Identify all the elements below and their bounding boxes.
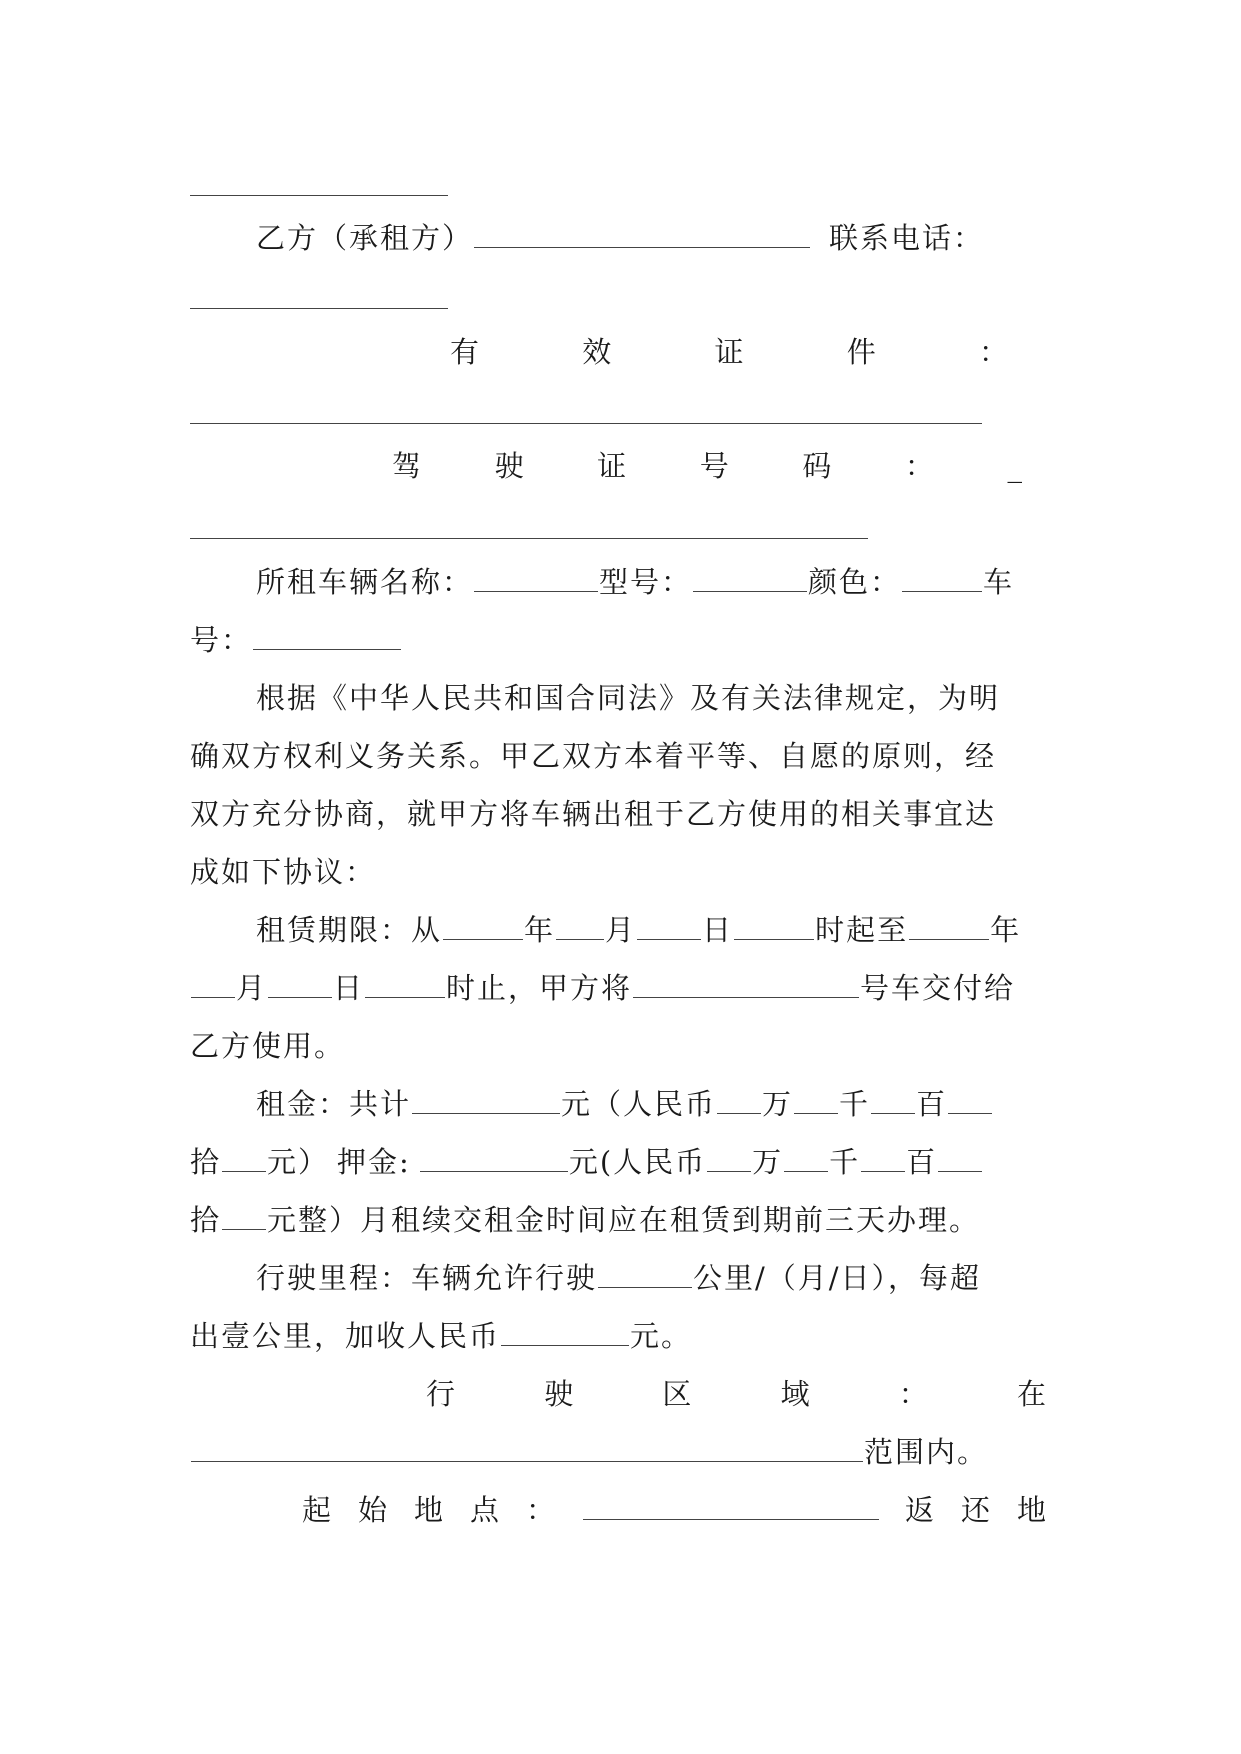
deposit-wan-blank[interactable] [707, 1143, 751, 1172]
vehicle-color-blank[interactable] [902, 563, 982, 592]
preamble-line: 成如下协议： [190, 855, 377, 889]
return-place-char: 还 [960, 1493, 992, 1527]
preamble-line: 双方充分协商，就甲方将车辆出租于乙方使用的相关事宜达 [190, 797, 997, 831]
term-year-label: 年 [990, 913, 1022, 947]
preamble-line: 根据《中华人民共和国合同法》及有关法律规定，为明 [256, 681, 1001, 715]
lessee-name-blank[interactable] [474, 219, 810, 248]
id-doc-char: 件 [846, 335, 878, 369]
term-day-label: 日 [702, 913, 734, 947]
term-month-label: 月 [236, 971, 268, 1005]
id-doc-char: 有 [450, 335, 482, 369]
license-char: 驶 [494, 449, 526, 483]
mileage-line [190, 1316, 1056, 1356]
vehicle-name-label: 所租车辆名称： [256, 565, 474, 599]
phone-blank-line[interactable] [190, 308, 448, 309]
rent-bai-label: 百 [916, 1087, 948, 1121]
rent-rmb-label: 元（人民币 [561, 1087, 717, 1121]
vehicle-plate-label: 车 [983, 565, 1015, 599]
rent-shi-label: 拾 [190, 1145, 222, 1179]
mileage-km-blank[interactable] [598, 1259, 692, 1288]
mileage-fee-blank[interactable] [501, 1317, 629, 1346]
area-char: 域 [780, 1377, 812, 1411]
term-end-day-blank[interactable] [268, 969, 332, 998]
rent-label: 租金：共计 [256, 1087, 412, 1121]
rent-close-label: 元） [267, 1145, 330, 1179]
area-char: ： [898, 1377, 930, 1411]
vehicle-model-blank[interactable] [693, 563, 807, 592]
term-hour-to-label: 时止，甲方将 [446, 971, 633, 1005]
lessee-party-label: 乙方（承租方） [256, 221, 474, 255]
deposit-label: 押金: [337, 1145, 411, 1179]
mileage-yuan-label: 元。 [630, 1319, 693, 1353]
rent-bai-label: 百 [906, 1145, 938, 1179]
area-char: 在 [1016, 1377, 1048, 1411]
place-line [302, 1490, 1048, 1530]
vehicle-line [190, 562, 1056, 602]
area-line [190, 1432, 1056, 1472]
license-char: ： [904, 449, 936, 483]
rent-line [190, 1200, 1056, 1240]
license-blank-line[interactable] [190, 538, 868, 539]
term-label: 租赁期限：从 [256, 913, 443, 947]
rent-wan-blank[interactable] [717, 1085, 761, 1114]
return-place-char: 返 [904, 1493, 936, 1527]
term-end-month-blank[interactable] [191, 969, 235, 998]
deposit-shi-blank[interactable] [938, 1143, 982, 1172]
deposit-rmb-label: 元(人民币 [568, 1145, 707, 1179]
term-year-label: 年 [524, 913, 556, 947]
term-month-blank[interactable] [556, 911, 604, 940]
mileage-unit-label: 公里/（月/日），每超 [693, 1261, 982, 1295]
preamble-line: 确双方权利义务关系。甲乙双方本着平等、自愿的原则，经 [190, 739, 997, 773]
area-blank[interactable] [191, 1433, 863, 1462]
term-hour-from-label: 时起至 [815, 913, 909, 947]
area-tail-label: 范围内。 [864, 1435, 989, 1469]
place-char: ： [526, 1493, 558, 1527]
term-hour-blank[interactable] [734, 911, 814, 940]
id-doc-char: ： [978, 335, 1010, 369]
rent-qian-label: 千 [839, 1087, 871, 1121]
license-char: _ [1007, 449, 1024, 483]
term-year-blank[interactable] [443, 911, 523, 940]
license-char: 号 [699, 449, 731, 483]
license-char: 证 [597, 449, 629, 483]
rent-bai-blank[interactable] [871, 1085, 915, 1114]
term-deliver-label: 号车交付给 [860, 971, 1016, 1005]
rent-qian-label: 千 [829, 1145, 861, 1179]
deposit-total-blank[interactable] [420, 1143, 568, 1172]
term-car-no-blank[interactable] [633, 969, 859, 998]
term-day-label: 日 [333, 971, 365, 1005]
fill-in-blank-line [190, 195, 448, 196]
license-line [392, 446, 1024, 486]
term-line [190, 968, 1056, 1008]
rent-line [190, 1084, 1056, 1124]
deposit-qian-blank[interactable] [784, 1143, 828, 1172]
vehicle-plate-blank[interactable] [253, 621, 401, 650]
mileage-label: 行驶里程：车辆允许行驶 [256, 1261, 598, 1295]
rent-wan-label: 万 [752, 1145, 784, 1179]
id-doc-line [450, 332, 1010, 372]
mileage-line [190, 1258, 1056, 1298]
id-doc-char: 效 [582, 335, 614, 369]
rent-shi-label: 拾 [190, 1203, 222, 1237]
license-char: 码 [802, 449, 834, 483]
license-char: 驾 [392, 449, 424, 483]
term-line [190, 910, 1056, 950]
rent-yuan-blank[interactable] [222, 1143, 266, 1172]
area-line [426, 1374, 1048, 1414]
vehicle-name-blank[interactable] [474, 563, 598, 592]
term-end-hour-blank[interactable] [365, 969, 445, 998]
mileage-extra-label: 出壹公里，加收人民币 [190, 1319, 501, 1353]
rent-qian-blank[interactable] [794, 1085, 838, 1114]
term-day-blank[interactable] [637, 911, 701, 940]
vehicle-plate-label: 号： [190, 623, 253, 657]
area-char: 驶 [544, 1377, 576, 1411]
deposit-yuan-blank[interactable] [222, 1201, 266, 1230]
place-char: 地 [414, 1493, 446, 1527]
term-month-label: 月 [605, 913, 637, 947]
place-char: 始 [358, 1493, 390, 1527]
vehicle-plate-line [190, 620, 1056, 660]
vehicle-color-label: 颜色： [808, 565, 902, 599]
rent-shi-blank[interactable] [948, 1085, 992, 1114]
area-char: 区 [662, 1377, 694, 1411]
term-end-year-blank[interactable] [909, 911, 989, 940]
rent-whole-label: 元整）月租续交租金时间应在租赁到期前三天办理。 [267, 1203, 981, 1237]
rent-total-blank[interactable] [412, 1085, 560, 1114]
place-char: 点 [470, 1493, 502, 1527]
start-place-blank[interactable] [583, 1491, 879, 1520]
id-doc-char: 证 [714, 335, 746, 369]
vehicle-model-label: 型号： [599, 565, 693, 599]
term-line: 乙方使用。 [190, 1029, 346, 1063]
return-place-char: 地 [1016, 1493, 1048, 1527]
lessee-phone-label: 联系电话： [829, 221, 985, 255]
lessee-line [190, 218, 1060, 258]
deposit-bai-blank[interactable] [861, 1143, 905, 1172]
place-char: 起 [302, 1493, 334, 1527]
rent-line [190, 1142, 1056, 1182]
area-char: 行 [426, 1377, 458, 1411]
id-doc-blank-line[interactable] [190, 423, 982, 424]
rent-wan-label: 万 [762, 1087, 794, 1121]
